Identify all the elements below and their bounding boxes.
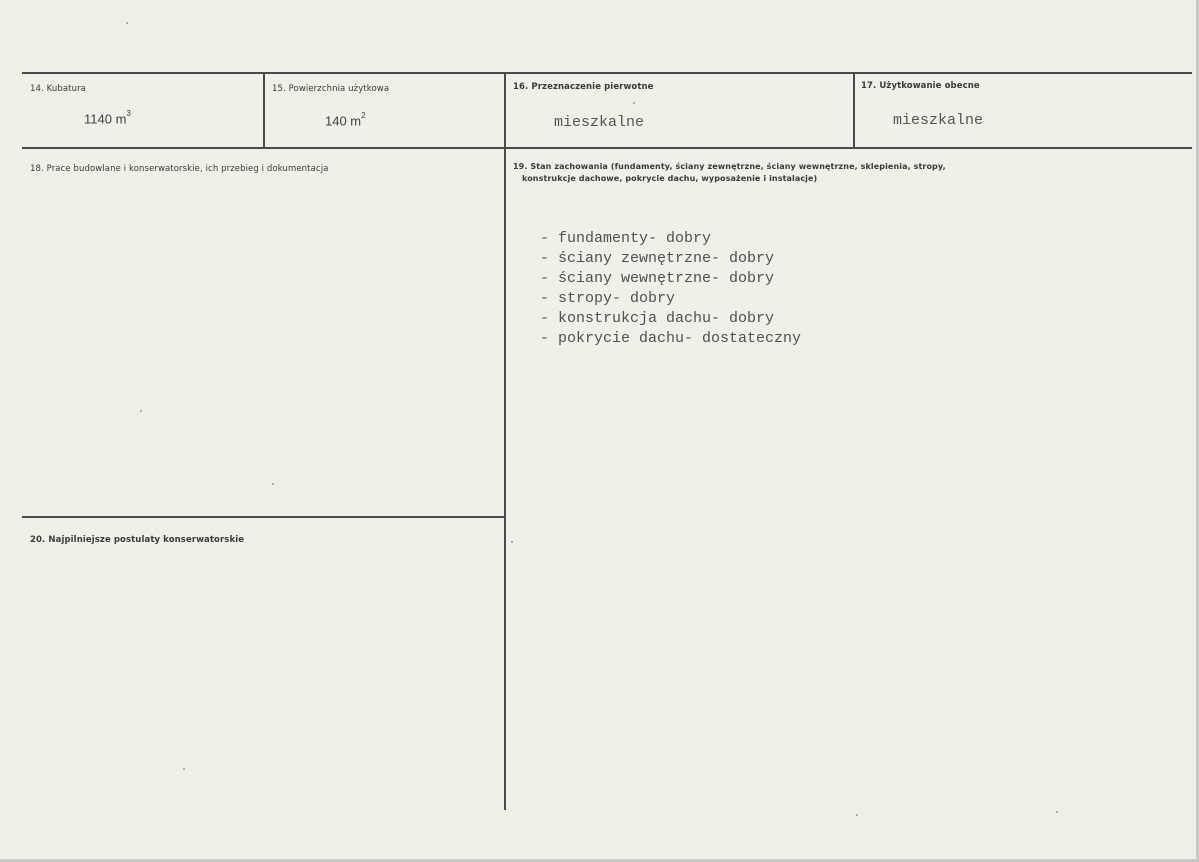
paper-speck <box>633 102 635 104</box>
powierzchnia-exponent: 2 <box>361 111 366 120</box>
stan-list <box>540 229 801 349</box>
przeznaczenie-label: 16. Przeznaczenie pierwotne <box>513 82 654 92</box>
powierzchnia-value <box>325 113 366 128</box>
row-divider-rule <box>22 147 1192 149</box>
kubatura-exponent: 3 <box>126 109 131 118</box>
list-item: - ściany zewnętrzne- dobry <box>540 250 775 267</box>
list-item: - fundamenty- dobry <box>540 230 712 247</box>
list-item: - konstrukcja dachu- dobry <box>540 310 775 327</box>
paper-speck <box>140 410 142 412</box>
paper-speck <box>856 814 858 816</box>
col-divider-14-15 <box>263 74 265 148</box>
section-20-rule <box>22 516 504 518</box>
paper-speck <box>126 22 128 24</box>
list-item: - stropy- dobry <box>540 290 676 307</box>
stan-label-line1: 19. Stan zachowania (fundamenty, ściany zewnętrzne, ściany wewnętrzne, sklepienia, stropy, <box>513 162 946 171</box>
uzytkowanie-label: 17. Użytkowanie obecne <box>861 81 980 91</box>
uzytkowanie-value: mieszkalne <box>893 112 984 129</box>
col-divider-15-16 <box>504 74 506 810</box>
powierzchnia-label: 15. Powierzchnia użytkowa <box>272 84 390 94</box>
paper-speck <box>272 483 274 485</box>
top-rule <box>22 72 1192 74</box>
prace-label: 18. Prace budowlane i konserwatorskie, ich przebieg i dokumentacja <box>30 164 329 174</box>
paper-speck <box>183 768 185 770</box>
paper-speck <box>511 541 513 543</box>
paper-speck <box>1056 811 1058 813</box>
postulaty-label: 20. Najpilniejsze postulaty konserwatorskie <box>30 535 245 545</box>
list-item: - ściany wewnętrzne- dobry <box>540 270 775 287</box>
przeznaczenie-value: mieszkalne <box>554 114 645 131</box>
kubatura-value <box>84 111 131 126</box>
powierzchnia-number: 140 m <box>325 113 362 129</box>
stan-label-line2: konstrukcje dachowe, pokrycie dachu, wyposażenie i instalacje) <box>522 174 818 183</box>
list-item: - pokrycie dachu- dostateczny <box>540 330 802 347</box>
kubatura-number: 1140 m <box>84 111 127 127</box>
kubatura-label: 14. Kubatura <box>30 84 86 94</box>
col-divider-16-17 <box>853 74 855 148</box>
